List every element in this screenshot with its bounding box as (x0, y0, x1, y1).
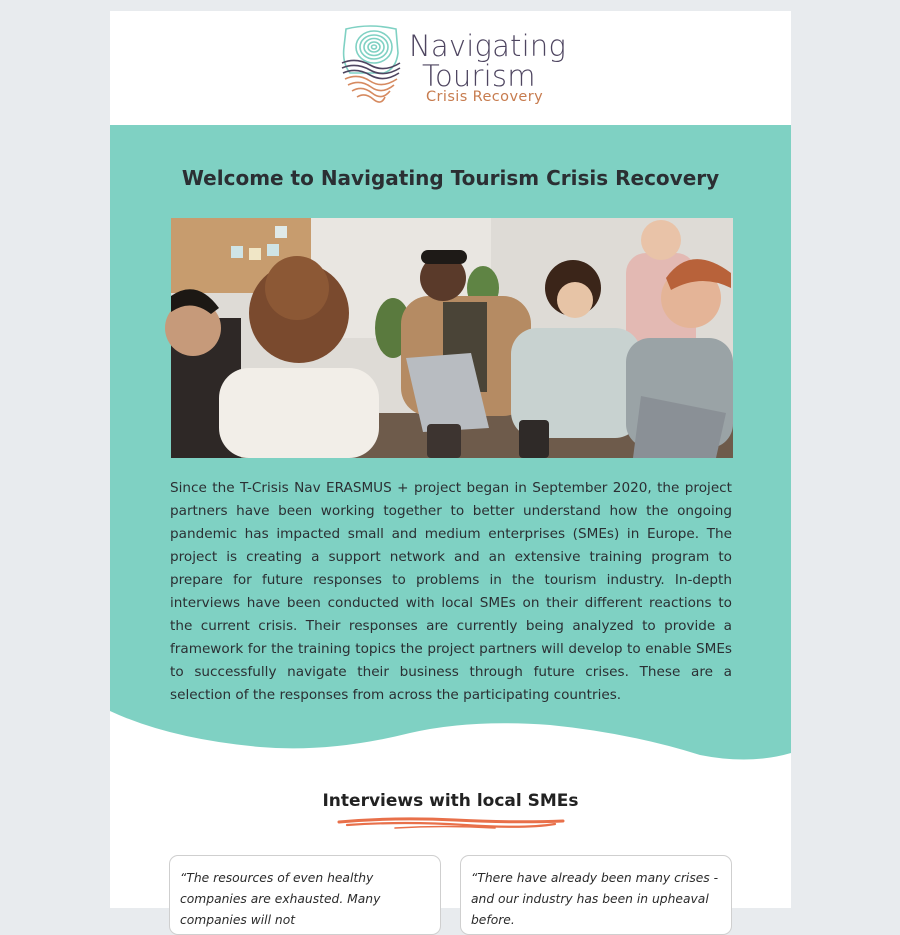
logo-title (409, 31, 566, 91)
intro-paragraph: Since the T-Crisis Nav ERASMUS + project began in September 2020, the project partners have been working together to better understand how the ongoing pandemic has impacted small and medium enterprises (SMEs) in Europe. The project is creating a support network and an extensive training program to prepare for future responses to problems in the tourism industry. In-depth interviews have been conducted with local SMEs on their different reactions to the current crisis. Their responses are currently being analyzed to provide a framework for the training topics the project partners will develop to enable SMEs to successfully navigate their business through future crises. These are a selection of the responses from across the participating countries. (170, 480, 732, 703)
logo-title-line2: Tourism (422, 59, 536, 93)
logo-title-line1: Navigating (409, 29, 567, 63)
logo-icon (340, 23, 402, 107)
newsletter-card (110, 11, 791, 927)
quote-text: “The resources of even healthy companies are exhausted. Many companies will not (180, 871, 381, 927)
quote-card (460, 855, 732, 935)
team-meeting-photo (171, 218, 733, 458)
logo-subtitle: Crisis Recovery (426, 89, 544, 105)
header (110, 11, 791, 125)
heading-underline (335, 815, 567, 831)
interviews-heading: Interviews with local SMEs (322, 791, 579, 811)
quote-text: “There have already been many crises - and our industry has been in upheaval before. (471, 871, 719, 927)
quote-card (169, 855, 441, 935)
page-title: Welcome to Navigating Tourism Crisis Recovery (181, 166, 720, 190)
